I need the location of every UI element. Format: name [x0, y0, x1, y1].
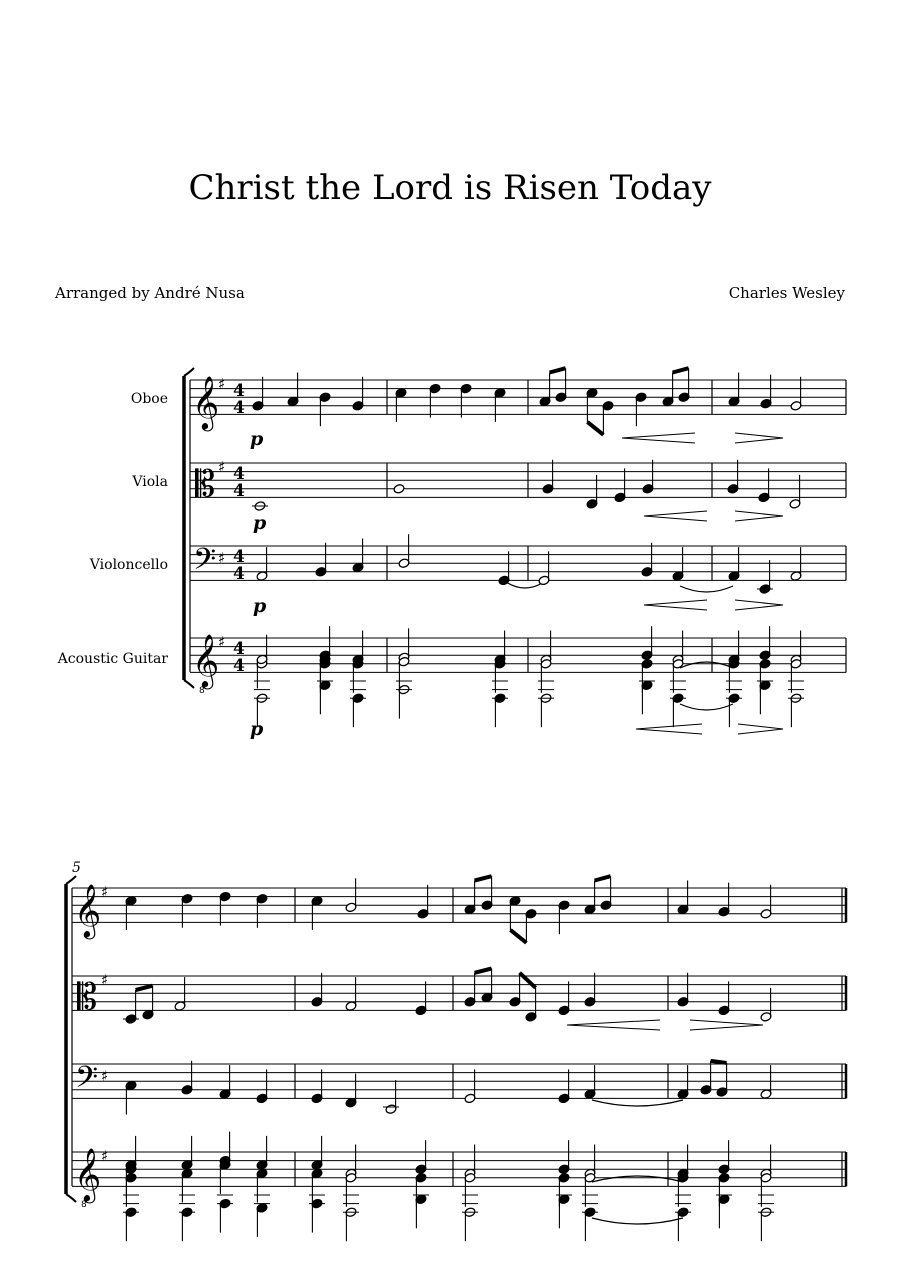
bass-clef: 𝄢: [75, 1061, 99, 1102]
time-signature-numerator: 4: [233, 381, 245, 401]
dynamic-marking: p: [250, 718, 264, 740]
crescendo-hairpin: [644, 511, 707, 521]
note-beam: [520, 973, 536, 988]
tie: [680, 704, 733, 710]
decrescendo-hairpin: [735, 511, 783, 521]
arranger-credit: Arranged by André Nusa: [55, 284, 245, 302]
note-beam: [475, 969, 492, 973]
key-signature-sharp: ♯: [218, 375, 226, 393]
key-signature-sharp: ♯: [218, 633, 226, 651]
note-beam: [587, 422, 603, 435]
tie: [592, 1176, 683, 1182]
dynamic-marking: p: [253, 595, 267, 617]
key-signature-sharp: ♯: [218, 549, 226, 567]
note-beam: [510, 930, 526, 943]
key-signature-sharp: ♯: [101, 971, 109, 989]
dynamic-marking: p: [250, 428, 264, 450]
instrument-label-violoncello: Violoncello: [89, 557, 168, 573]
time-signature-numerator: 4: [233, 547, 245, 567]
tie: [592, 1100, 683, 1106]
octave-indicator: 8: [199, 686, 205, 696]
time-signature-denominator: 4: [233, 481, 245, 501]
note-beam: [550, 368, 566, 372]
tie: [592, 1218, 683, 1224]
tie: [506, 582, 544, 588]
note-head: [393, 484, 405, 495]
treble-clef: 𝄞: [192, 375, 220, 429]
bass-clef: 𝄢: [193, 543, 217, 584]
decrescendo-hairpin: [735, 433, 783, 443]
note-beam: [673, 368, 689, 372]
key-signature-sharp: ♯: [101, 883, 109, 901]
key-signature-sharp: ♯: [218, 458, 226, 476]
crescendo-hairpin: [622, 433, 695, 443]
tie: [680, 662, 733, 668]
note-beam: [136, 986, 153, 990]
alto-clef: 𝄡: [195, 464, 216, 505]
crescendo-hairpin: [636, 724, 702, 734]
key-signature-sharp: ♯: [101, 1147, 109, 1165]
treble-clef: 𝄞: [74, 883, 102, 937]
crescendo-hairpin: [567, 1020, 660, 1030]
note-beam: [475, 876, 492, 880]
composer-credit: Charles Wesley: [728, 284, 845, 302]
page-title: Christ the Lord is Risen Today: [188, 168, 712, 208]
note-beam: [595, 876, 611, 880]
instrument-label-viola: Viola: [132, 474, 168, 490]
tie: [680, 586, 733, 592]
crescendo-hairpin: [644, 600, 707, 610]
time-signature-denominator: 4: [233, 398, 245, 418]
key-signature-sharp: ♯: [101, 1067, 109, 1085]
time-signature-denominator: 4: [233, 656, 245, 676]
treble-clef-8vb: 𝄞: [192, 633, 220, 687]
instrument-label-acoustic-guitar: Acoustic Guitar: [57, 651, 168, 667]
treble-clef-8vb: 𝄞: [74, 1147, 102, 1201]
instrument-label-oboe: Oboe: [130, 391, 168, 407]
decrescendo-hairpin: [735, 600, 783, 610]
time-signature-numerator: 4: [233, 464, 245, 484]
decrescendo-hairpin: [738, 724, 783, 734]
note-beam: [711, 1061, 727, 1063]
octave-indicator: 8: [81, 1200, 87, 1210]
measure-number: 5: [72, 860, 81, 876]
time-signature-denominator: 4: [233, 564, 245, 584]
dynamic-marking: p: [253, 512, 267, 534]
alto-clef: 𝄡: [77, 977, 98, 1018]
time-signature-numerator: 4: [233, 639, 245, 659]
decrescendo-hairpin: [690, 1020, 763, 1030]
